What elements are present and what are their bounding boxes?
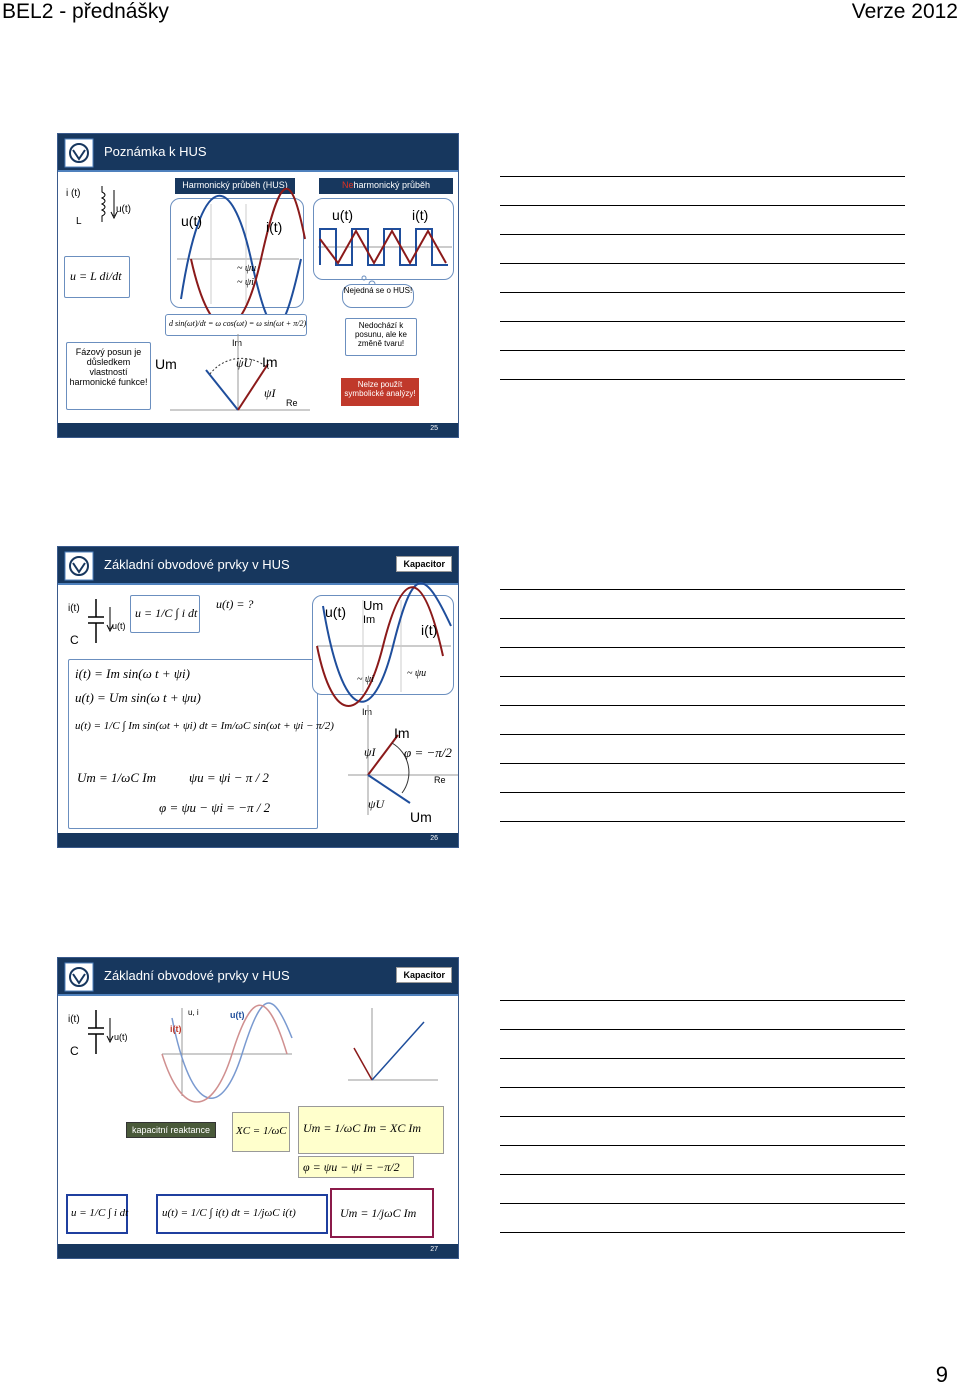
topic-tag: Kapacitor bbox=[396, 967, 452, 983]
university-logo-icon bbox=[64, 962, 94, 992]
header-right: Verze 2012 bbox=[851, 0, 958, 23]
eq-phi: φ = ψu − ψi = −π/2 bbox=[303, 1160, 400, 1174]
slide-number: 26 bbox=[430, 835, 438, 842]
cap-im-label: Im bbox=[363, 614, 376, 626]
capacitor-label: C bbox=[70, 1044, 79, 1058]
phase-note: Fázový posun je důsledkem vlastností harmonické funkce! bbox=[66, 342, 151, 410]
plot-i-label: i(t) bbox=[170, 1024, 182, 1034]
slide-26 bbox=[57, 546, 459, 848]
slide-footer bbox=[58, 423, 458, 437]
notes-lines-2 bbox=[500, 589, 905, 850]
eq-complex: u(t) = 1/C ∫ i(t) dt = 1/jωC i(t) bbox=[162, 1207, 296, 1219]
hus-chip: Harmonický průběh (HUS) bbox=[175, 178, 295, 194]
derivative-box bbox=[165, 314, 307, 336]
phasor-psi-i: ψI bbox=[264, 386, 276, 400]
slide-number: 27 bbox=[430, 1246, 438, 1253]
notes-lines-3 bbox=[500, 1000, 905, 1261]
eq-phase-u: ψu = ψi − π / 2 bbox=[189, 770, 269, 785]
phasor-re: Re bbox=[286, 398, 298, 408]
current-label: i(t) bbox=[68, 603, 80, 614]
university-logo-icon bbox=[64, 551, 94, 581]
derivation-box bbox=[68, 659, 334, 829]
eq-inductor: u = L di/dt bbox=[70, 269, 122, 283]
eq-integral: u = 1/C ∫ i dt bbox=[135, 606, 198, 620]
um-box bbox=[298, 1106, 444, 1154]
phasor-um: Um bbox=[155, 356, 177, 372]
university-logo-icon bbox=[64, 138, 94, 168]
page-number: 9 bbox=[935, 1362, 948, 1387]
hus-psi-i: ~ ψi bbox=[237, 277, 254, 288]
no-symbolic-note: Nelze použít symbolické analýzy! bbox=[341, 378, 419, 406]
inductor-symbol-icon bbox=[88, 186, 128, 226]
cap-u-label: u(t) bbox=[325, 604, 346, 620]
derivative-eq: d sin(ωt)/dt = ω cos(ωt) = ω sin(ωt + π/2) bbox=[169, 319, 307, 328]
plot-u-label: u(t) bbox=[230, 1010, 245, 1020]
reactance-chip: kapacitní reaktance bbox=[126, 1122, 216, 1138]
eq-time: u = 1/C ∫ i dt bbox=[71, 1207, 129, 1219]
hus-u-label: u(t) bbox=[181, 213, 202, 229]
phasor-im-vec: Im bbox=[394, 725, 410, 741]
topic-tag: Kapacitor bbox=[396, 556, 452, 572]
capacitor-symbol-icon bbox=[86, 1010, 116, 1054]
nehus-label: harmonický průběh bbox=[353, 180, 431, 190]
inductor-label: L bbox=[76, 216, 82, 227]
cap-phasor-small bbox=[348, 1008, 438, 1084]
eq-amplitude: Um = 1/ωC Im bbox=[77, 770, 156, 785]
phasor-re: Re bbox=[434, 775, 446, 785]
slide-title: Základní obvodové prvky v HUS bbox=[104, 557, 290, 572]
cap-wave-small-plot bbox=[162, 1008, 292, 1096]
xc-box bbox=[232, 1112, 290, 1152]
phasor-um-vec: Um bbox=[410, 809, 432, 825]
voltage-label: u(t) bbox=[114, 1032, 128, 1042]
eq-phasor: Um = 1/jωC Im bbox=[340, 1206, 417, 1220]
nehus-chip bbox=[319, 178, 453, 194]
nehus-u-label: u(t) bbox=[332, 207, 353, 223]
eq-um: Um = 1/ωC Im = XC Im bbox=[303, 1121, 421, 1135]
eq-phase-shift: φ = ψu − ψi = −π / 2 bbox=[159, 800, 271, 815]
eq1-box bbox=[130, 595, 200, 633]
phasor-psi-u: ψU bbox=[368, 797, 385, 811]
capacitor-label: C bbox=[70, 633, 79, 647]
slide-number: 25 bbox=[430, 425, 438, 432]
plot-ui-axis: u, i bbox=[188, 1008, 199, 1017]
capacitor-symbol-icon bbox=[86, 599, 116, 643]
slide-27 bbox=[57, 957, 459, 1259]
slide-title-bar bbox=[58, 958, 458, 996]
nehus-plot-box bbox=[313, 198, 454, 280]
not-hus-bubble: Nejedná se o HUS! bbox=[342, 284, 414, 308]
hus-psi-u: ~ ψu bbox=[237, 263, 257, 274]
eq-complex-box bbox=[156, 1194, 328, 1234]
hus-i-label: i(t) bbox=[266, 219, 283, 235]
eq-phasor-box bbox=[330, 1188, 434, 1238]
phasor-im-vec: Im bbox=[262, 354, 278, 370]
eq-current: i(t) = Im sin(ω t + ψi) bbox=[75, 666, 190, 681]
slide-25 bbox=[57, 133, 459, 438]
shape-change-note: Nedochází k posunu, ale ke změně tvaru! bbox=[345, 318, 417, 356]
phasor-im-axis: Im bbox=[362, 707, 372, 717]
eq-voltage: u(t) = Um sin(ω t + ψu) bbox=[75, 690, 201, 705]
phi-box bbox=[298, 1156, 414, 1178]
cap-um-label: Um bbox=[363, 598, 384, 613]
eq-inductor-box bbox=[64, 256, 130, 298]
current-label: i (t) bbox=[66, 188, 81, 199]
cap-psi-u: ~ ψu bbox=[407, 668, 427, 679]
nehus-i-label: i(t) bbox=[412, 207, 429, 223]
slide-title: Poznámka k HUS bbox=[104, 144, 207, 159]
slide-title: Základní obvodové prvky v HUS bbox=[104, 968, 290, 983]
slide-footer bbox=[58, 833, 458, 847]
phasor-phi: φ = −π/2 bbox=[404, 745, 452, 760]
notes-lines-1 bbox=[500, 176, 905, 408]
hus-plot-box bbox=[170, 198, 304, 308]
eq-integration: u(t) = 1/C ∫ Im sin(ωt + ψi) dt = Im/ωC sin(ωt + ψi − π/2) bbox=[75, 720, 334, 732]
nehus-prefix: Ne bbox=[341, 180, 354, 190]
eq-unknown: u(t) = ? bbox=[216, 597, 254, 611]
cap-plot-box bbox=[312, 595, 454, 695]
slide-footer bbox=[58, 1244, 458, 1258]
voltage-label: u(t) bbox=[112, 621, 126, 631]
voltage-label: u(t) bbox=[116, 204, 131, 215]
eq-xc: XC = 1/ωC bbox=[236, 1125, 287, 1137]
phasor-im-axis: Im bbox=[232, 338, 242, 348]
cap-psi-i: ~ ψi bbox=[357, 674, 374, 685]
current-label: i(t) bbox=[68, 1014, 80, 1025]
header-left: BEL2 - přednášky bbox=[2, 0, 169, 23]
eq-time-box bbox=[66, 1194, 128, 1234]
slide-title-bar bbox=[58, 547, 458, 585]
cap-i-label: i(t) bbox=[421, 622, 438, 638]
phasor-psi-i: ψI bbox=[364, 745, 376, 759]
phasor-psi-u: ψU bbox=[236, 356, 253, 370]
slide-title-bar bbox=[58, 134, 458, 172]
